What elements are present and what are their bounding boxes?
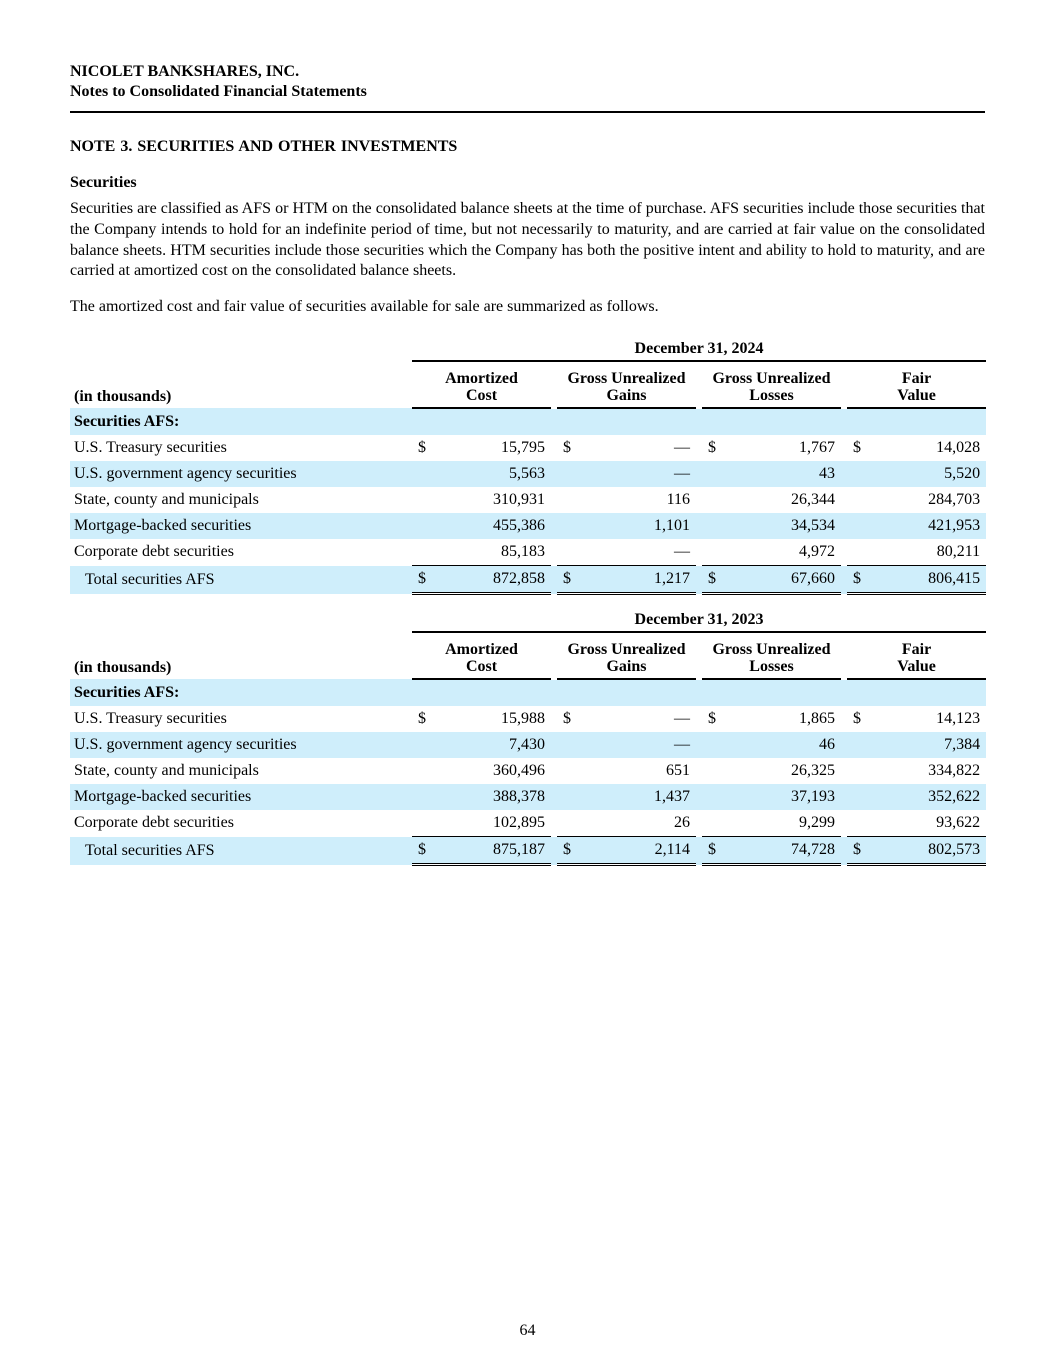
section-row: [70, 679, 986, 706]
amortized-cost-value: 85,183: [438, 539, 551, 566]
total-amortized-cost: 872,858: [438, 566, 551, 594]
col-header-amortized-cost: Amortized Cost: [412, 632, 551, 679]
fair-value-value: 14,123: [936, 710, 981, 727]
page-number: 64: [519, 1322, 536, 1339]
period-header: December 31, 2023: [412, 609, 986, 632]
fair-value-value: 334,822: [928, 762, 981, 779]
section-label: Securities AFS:: [70, 679, 412, 706]
total-amortized-cost: 875,187: [438, 837, 551, 865]
header-rule: [70, 111, 985, 113]
currency-symbol: $: [853, 710, 861, 727]
table-row: [70, 461, 986, 487]
period-header-row: [70, 609, 986, 632]
section-title: Securities: [70, 174, 137, 191]
table-row: [70, 810, 986, 837]
col-header-gross-unrealized-losses: Gross Unrealized Losses: [702, 632, 841, 679]
unrealized-gains-value: —: [583, 732, 696, 758]
amortized-cost-value: 455,386: [438, 513, 551, 539]
amortized-cost-value: 102,895: [438, 810, 551, 837]
unrealized-gains-value: —: [674, 710, 690, 727]
units-label: (in thousands): [74, 388, 172, 405]
total-row: [70, 837, 986, 865]
unrealized-losses-value: 34,534: [728, 513, 841, 539]
col-header-amortized-cost: Amortized Cost: [412, 361, 551, 408]
unrealized-losses-value: 26,344: [791, 491, 835, 508]
securities-table-2023: [70, 609, 986, 866]
securities-table-2024: [70, 338, 986, 595]
amortized-cost-value: 388,378: [438, 784, 551, 810]
col-header-gross-unrealized-gains: Gross Unrealized Gains: [557, 361, 696, 408]
row-label: U.S. government agency securities: [70, 461, 412, 487]
col-header-gross-unrealized-losses: Gross Unrealized Losses: [702, 361, 841, 408]
total-label: Total securities AFS: [70, 837, 412, 865]
company-name: NICOLET BANKSHARES, INC.: [70, 63, 300, 80]
row-label: U.S. government agency securities: [70, 732, 412, 758]
currency-symbol: $: [702, 566, 728, 594]
row-label: Mortgage-backed securities: [70, 513, 412, 539]
currency-symbol: $: [708, 710, 716, 727]
currency-symbol: $: [702, 837, 728, 865]
fair-value-value: 80,211: [873, 539, 986, 566]
unrealized-losses-value: 37,193: [728, 784, 841, 810]
col-header-fair-value: Fair Value: [847, 632, 986, 679]
currency-symbol: $: [412, 837, 438, 865]
unrealized-losses-value: 1,767: [799, 439, 835, 456]
unrealized-losses-value: 43: [728, 461, 841, 487]
intro-paragraph: Securities are classified as AFS or HTM on the consolidated balance sheets at the time of purchase. AFS securities include those securities that the Company intends to hold for an indefinite period of time, but not necessarily to maturity, and are carried at fair value on the consolidated balance sheets. HTM securities include those securities which the Company has both the positive intent and ability to hold to maturity, and are carried at amortized cost on the consolidated balance sheets.: [70, 200, 985, 280]
currency-symbol: $: [853, 439, 861, 456]
summary-sentence: The amortized cost and fair value of securities available for sale are summarized as follows.: [70, 298, 659, 315]
unrealized-gains-value: 1,437: [583, 784, 696, 810]
unrealized-losses-value: 46: [728, 732, 841, 758]
currency-symbol: $: [412, 566, 438, 594]
column-header-row: [70, 361, 986, 408]
fair-value-value: 7,384: [873, 732, 986, 758]
column-header-row: [70, 632, 986, 679]
currency-symbol: $: [418, 439, 426, 456]
currency-symbol: $: [418, 710, 426, 727]
unrealized-gains-value: —: [583, 461, 696, 487]
fair-value-value: 284,703: [928, 491, 981, 508]
unrealized-losses-value: 1,865: [799, 710, 835, 727]
unrealized-gains-value: 651: [666, 762, 690, 779]
total-fair-value: 806,415: [873, 566, 986, 594]
table-row: [70, 706, 986, 732]
unrealized-losses-value: 9,299: [728, 810, 841, 837]
table-row: [70, 732, 986, 758]
row-label: Corporate debt securities: [74, 814, 234, 832]
fair-value-value: 352,622: [873, 784, 986, 810]
row-label: State, county and municipals: [74, 491, 259, 508]
unrealized-gains-value: —: [674, 439, 690, 456]
unrealized-gains-value: 1,101: [583, 513, 696, 539]
amortized-cost-value: 7,430: [438, 732, 551, 758]
fair-value-value: 5,520: [873, 461, 986, 487]
total-unrealized-losses: 74,728: [728, 837, 841, 865]
document-subtitle: Notes to Consolidated Financial Statements: [70, 83, 367, 100]
total-label: Total securities AFS: [70, 566, 412, 594]
unrealized-gains-value: 116: [666, 491, 690, 508]
currency-symbol: $: [563, 710, 571, 727]
unrealized-losses-value: 4,972: [728, 539, 841, 566]
currency-symbol: $: [708, 439, 716, 456]
table-row: [70, 487, 986, 513]
row-label: Mortgage-backed securities: [70, 784, 412, 810]
unrealized-gains-value: 26: [583, 810, 696, 837]
amortized-cost-value: 360,496: [493, 762, 545, 779]
table-row: [70, 784, 986, 810]
total-row: [70, 566, 986, 594]
row-label: State, county and municipals: [74, 762, 259, 779]
row-label: U.S. Treasury securities: [74, 710, 227, 727]
units-label: (in thousands): [74, 659, 172, 676]
section-row: [70, 408, 986, 435]
amortized-cost-value: 5,563: [438, 461, 551, 487]
document-page: [70, 0, 985, 1365]
fair-value-value: 14,028: [936, 439, 981, 456]
col-header-fair-value: Fair Value: [847, 361, 986, 408]
row-label: U.S. Treasury securities: [74, 439, 227, 456]
fair-value-value: 421,953: [873, 513, 986, 539]
total-unrealized-gains: 1,217: [583, 566, 696, 594]
amortized-cost-value: 15,988: [501, 710, 545, 727]
col-header-gross-unrealized-gains: Gross Unrealized Gains: [557, 632, 696, 679]
table-row: [70, 435, 986, 461]
row-label: Corporate debt securities: [74, 543, 234, 561]
unrealized-losses-value: 26,325: [791, 762, 835, 779]
currency-symbol: $: [847, 566, 873, 594]
table-row: [70, 513, 986, 539]
currency-symbol: $: [847, 837, 873, 865]
unrealized-gains-value: —: [583, 539, 696, 566]
total-unrealized-gains: 2,114: [583, 837, 696, 865]
section-label: Securities AFS:: [70, 408, 412, 435]
currency-symbol: $: [557, 837, 583, 865]
period-header: December 31, 2024: [412, 338, 986, 361]
table-row: [70, 758, 986, 784]
amortized-cost-value: 15,795: [501, 439, 545, 456]
period-header-row: [70, 338, 986, 361]
total-unrealized-losses: 67,660: [728, 566, 841, 594]
total-fair-value: 802,573: [873, 837, 986, 865]
fair-value-value: 93,622: [873, 810, 986, 837]
note-title: NOTE 3. SECURITIES AND OTHER INVESTMENTS: [70, 138, 458, 155]
table-row: [70, 539, 986, 566]
currency-symbol: $: [563, 439, 571, 456]
amortized-cost-value: 310,931: [493, 491, 545, 508]
currency-symbol: $: [557, 566, 583, 594]
